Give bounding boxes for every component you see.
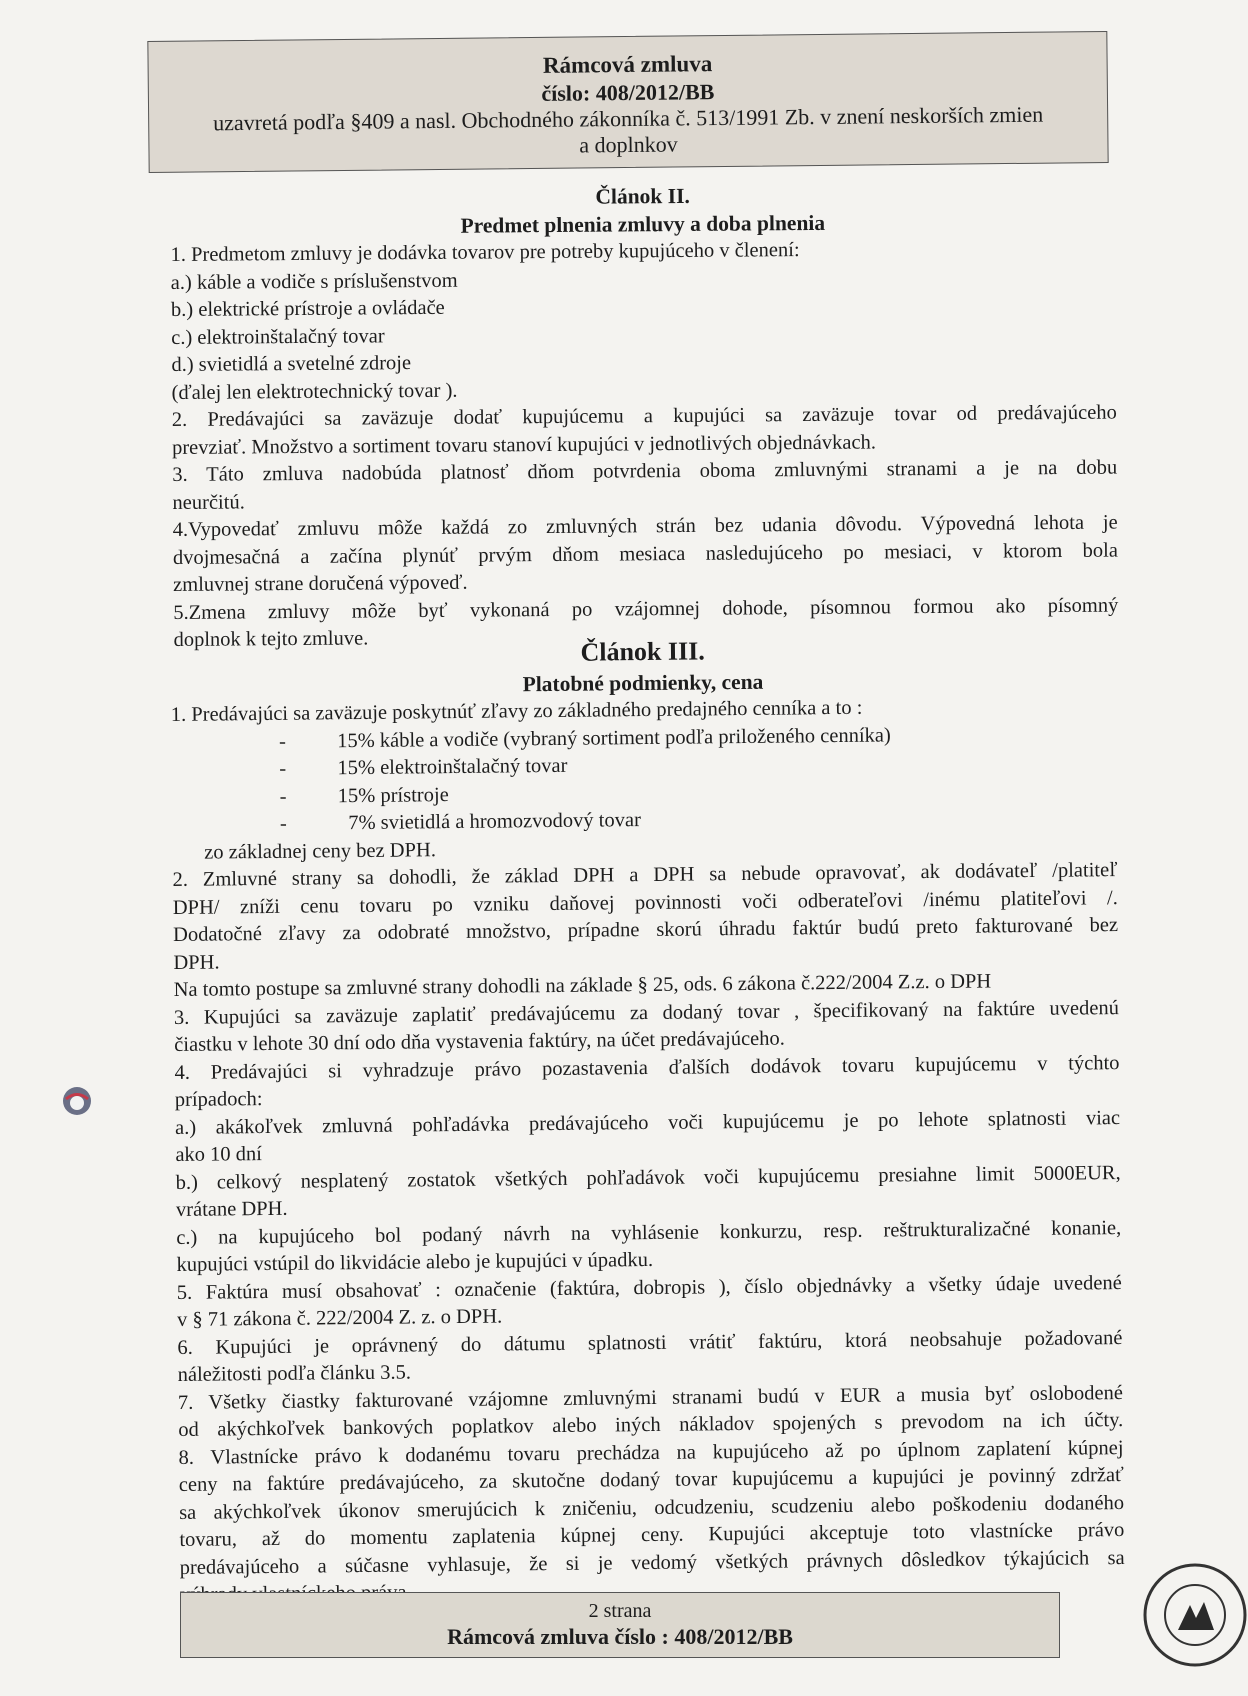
- article-3-p3-cont: čiastku v lehote 30 dní odo dňa vystavenia faktúry, na účet predávajúceho.: [174, 1027, 785, 1056]
- article-2-item: b.) elektrické prístroje a ovládače: [170, 296, 445, 321]
- article-3-subheading: Platobné podmienky, cena: [522, 669, 764, 697]
- article-2-p2: 2. Predávajúci sa zaväzuje dodať kupujúcemu a kupujúci sa zaväzuje tovar od predávajúceho: [171, 401, 1117, 431]
- stamp-inner-ring: [1165, 1585, 1225, 1645]
- article-3-p8-cont: sa akýchkoľvek úkonov smerujúcich k zničeniu, odcudzeniu, scudzeniu alebo poškodeniu dodaného: [179, 1491, 1125, 1524]
- punch-hole-icon: [58, 1082, 96, 1120]
- article-3-p4b-cont: vrátane DPH.: [175, 1197, 288, 1221]
- article-3-p6: 6. Kupujúci je oprávnený do dátumu splatnosti vrátiť faktúru, ktorá neobsahuje požadované: [177, 1326, 1123, 1359]
- article-3-p4a-cont: ako 10 dní: [175, 1143, 263, 1166]
- article-2-p5-cont: doplnok k tejto zmluve.: [173, 627, 369, 651]
- article-3-p4b: b.) celkový nesplatený zostatok všetkých pohľadávok voči kupujúcemu presiahne limit 5000EUR,: [175, 1161, 1121, 1194]
- article-2-p4-cont: dvojmesačná a začína plynúť prvým dňom mesiaca nasledujúceho po mesiaci, v ktorom bola: [172, 539, 1118, 569]
- contract-header: [147, 31, 1108, 173]
- article-3-heading: Článok III.: [580, 636, 705, 667]
- article-3-p4c-cont: kupujúci vstúpil do likvidácie alebo je kupujúci v úpadku.: [176, 1248, 654, 1276]
- company-stamp-icon: [1140, 1560, 1248, 1670]
- article-3-p3: 3. Kupujúci sa zaväzuje zaplatiť predávajúcemu za dodaný tovar , špecifikovaný na faktúre uvedenú: [173, 996, 1120, 1029]
- article-3-p5: 5. Faktúra musí obsahovať : označenie (faktúra, dobropis ), číslo objednávky a všetky údaje uvedené: [176, 1271, 1122, 1304]
- article-3-p8-cont: predávajúceho a súčasne vyhlasuje, že si je vedomý všetkých právnych dôsledkov týkajúcich sa: [179, 1546, 1125, 1579]
- article-3-p2: 2. Zmluvné strany sa dohodli, že základ DPH a DPH sa nebude opravovať, ak dodávateľ /platiteľ: [172, 859, 1118, 891]
- article-2-heading: Článok II.: [595, 183, 690, 209]
- article-3-p4-cont: prípadoch:: [174, 1088, 263, 1111]
- stamp-outer-ring: [1145, 1565, 1245, 1665]
- contract-number: číslo: 408/2012/BB: [541, 79, 715, 106]
- discount-text: 7% svietidlá a hromozvodový tovar: [348, 809, 641, 835]
- article-3-p8-cont: tovaru, až do momentu zaplatenia kúpnej ceny. Kupujúci akceptuje toto vlastnícke právo: [179, 1519, 1125, 1551]
- article-3-p4a: a.) akákoľvek zmluvná pohľadávka predávajúceho voči kupujúcemu je po lehote splatnosti viac: [174, 1106, 1121, 1139]
- article-3-p1: 1. Predávajúci sa zaväzuje poskytnúť zľavy zo základného predajného cenníka a to :: [170, 696, 863, 726]
- article-3-p2-cont: Dodatočné zľavy za odobraté množstvo, prípadne skorú úhradu faktúr budú preto fakturované bez: [172, 914, 1119, 946]
- page-number: 2 strana: [588, 1600, 652, 1622]
- article-2-item: d.) svietidlá a svetelné zdroje: [171, 352, 412, 376]
- article-3-p4c: c.) na kupujúceho bol podaný návrh na vyhlásenie konkurzu, resp. reštrukturalizačné konanie,: [176, 1216, 1122, 1249]
- dash-bullet: -: [279, 757, 287, 780]
- article-2-item: a.) káble a vodiče s príslušenstvom: [170, 269, 458, 294]
- article-3-p2-cont: DPH/ zníži cenu tovaru po vzniku daňovej povinnosti voči odberateľovi /inému platiteľovi /.: [172, 886, 1118, 919]
- article-2-p3-cont: neurčitú.: [172, 490, 245, 514]
- contract-title: Rámcová zmluva: [542, 51, 713, 78]
- contract-description-cont: a doplnkov: [579, 131, 678, 158]
- article-2-item: (ďalej len elektrotechnický tovar ).: [171, 379, 458, 404]
- article-3-p1-end: zo základnej ceny bez DPH.: [204, 838, 436, 864]
- discount-text: 15% káble a vodiče (vybraný sortiment podľa priloženého cenníka): [337, 723, 891, 752]
- article-2-item: c.) elektroinštalačný tovar: [171, 324, 385, 349]
- article-2-p3: 3. Táto zmluva nadobúda platnosť dňom potvrdenia oboma zmluvnými stranami a je na dobu: [172, 456, 1118, 486]
- discount-text: 15% elektroinštalačný tovar: [337, 754, 568, 780]
- article-2-p1: 1. Predmetom zmluvy je dodávka tovarov pre potreby kupujúceho v členení:: [170, 239, 800, 266]
- discount-text: 15% prístroje: [337, 783, 449, 807]
- article-3-p5-cont: v § 71 zákona č. 222/2004 Z. z. o DPH.: [177, 1305, 503, 1331]
- article-2-p5: 5.Zmena zmluvy môže byť vykonaná po vzájomnej dohode, písomnou formou ako písomný: [173, 594, 1119, 624]
- article-2-p4: 4.Vypovedať zmluvu môže každá zo zmluvných strán bez udania dôvodu. Výpovedná lehota je: [172, 511, 1118, 541]
- article-3-p6-cont: náležitosti podľa článku 3.5.: [177, 1361, 412, 1386]
- article-3-p7-cont: od akýchkoľvek bankových poplatkov alebo iných nákladov spojených s prevodom na ich účty.: [178, 1409, 1124, 1441]
- article-3-p4: 4. Predávajúci si vyhradzuje právo pozastavenia ďalších dodávok tovaru kupujúcemu v týchto: [174, 1051, 1120, 1084]
- contract-description: uzavretá podľa §409 a nasl. Obchodného zákonníka č. 513/1991 Zb. v znení neskorších zmien: [213, 101, 1044, 136]
- stamp-logo-mark: [1178, 1602, 1214, 1630]
- article-3-p7: 7. Všetky čiastky fakturované vzájomne zmluvnými stranami budú v EUR a musia byť oslobodené: [177, 1381, 1124, 1414]
- article-3-p2-note: Na tomto postupe sa zmluvné strany dohodli na základe § 25, ods. 6 zákona č.222/2004 Z.z. o DPH: [173, 970, 992, 1001]
- article-2-subheading: Predmet plnenia zmluvy a doba plnenia: [460, 210, 826, 238]
- article-3-p8: 8. Vlastnícke právo k dodanému tovaru prechádza na kupujúceho až po úplnom zaplatení kúpnej: [178, 1436, 1124, 1469]
- article-2: [170, 179, 1119, 655]
- article-2-p4-end: zmluvnej strane doručená výpoveď.: [173, 571, 468, 596]
- dash-bullet: -: [279, 785, 287, 808]
- page-footer: [180, 1592, 1060, 1658]
- article-3: [170, 630, 1125, 1609]
- article-3-p8-cont: ceny na faktúre predávajúceho, za skutočne dodaný tovar kupujúcemu a kupujúci je povinný zdržať: [178, 1464, 1124, 1496]
- article-3-p2-cont: DPH.: [173, 950, 220, 974]
- article-2-p2-cont: prevziať. Množstvo a sortiment tovaru stanoví kupujúci v jednotlivých objednávkach.: [171, 430, 877, 459]
- dash-bullet: -: [279, 812, 287, 835]
- dash-bullet: -: [278, 730, 287, 753]
- footer-title: Rámcová zmluva číslo : 408/2012/BB: [447, 1624, 793, 1649]
